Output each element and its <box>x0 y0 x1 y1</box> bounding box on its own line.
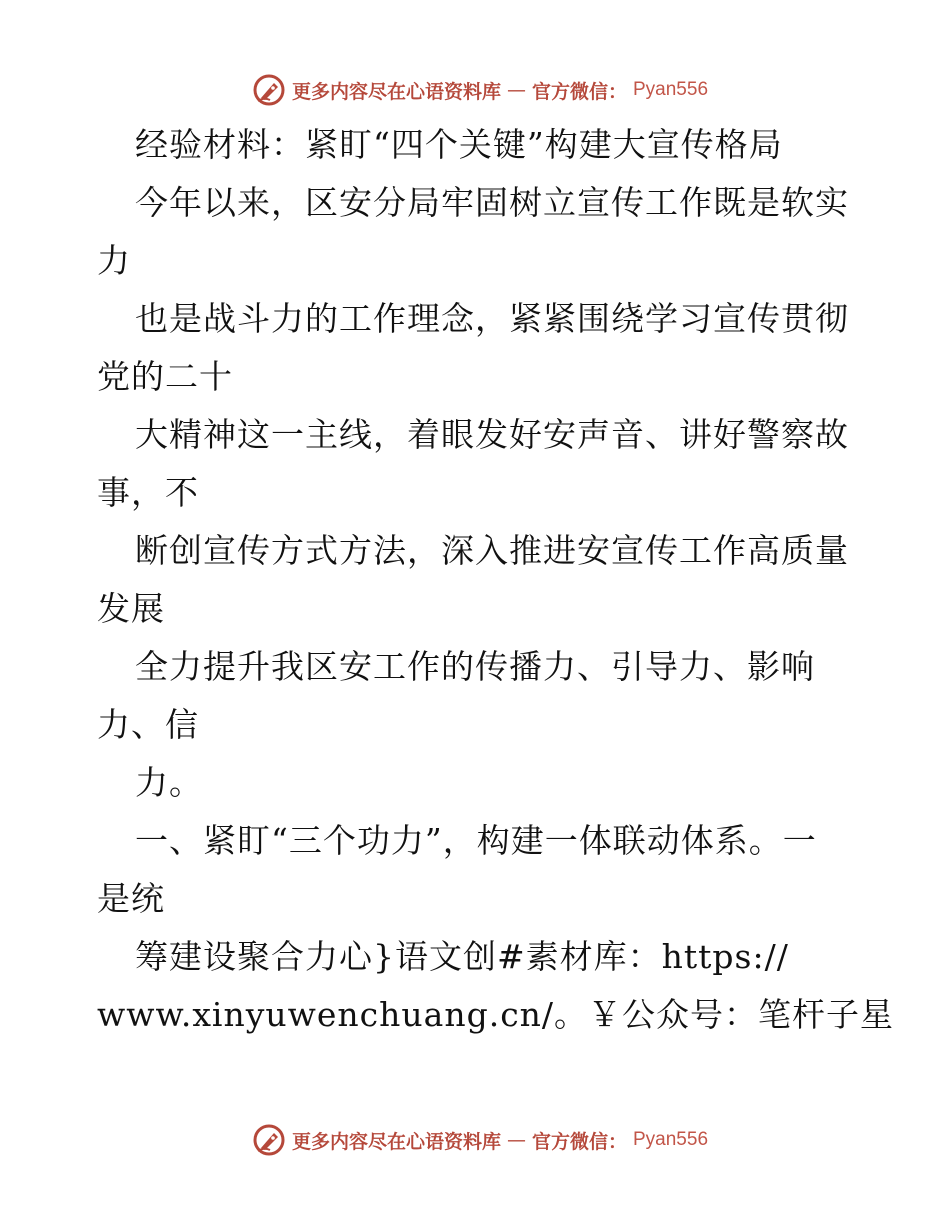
paragraph-line: 大精神这一主线，着眼发好安声音、讲好警察故 <box>135 415 849 454</box>
paragraph-line: 筹建设聚合力心}语文创#素材库：https:// <box>135 937 789 976</box>
paragraph-line: www.xinyuwenchuang.cn/。￥公众号：笔杆子星 <box>97 995 895 1034</box>
pen-nib-circle-icon <box>252 1123 286 1157</box>
header-banner <box>0 70 950 110</box>
paragraph-line: 力、信 <box>97 705 199 744</box>
banner-content <box>252 1123 708 1157</box>
paragraph-line: 党的二十 <box>97 357 233 396</box>
banner-dash: — <box>506 1129 526 1151</box>
section-heading-line: 一、紧盯“三个功力”，构建一体联动体系。一 <box>135 821 817 860</box>
paragraph-line: 也是战斗力的工作理念，紧紧围绕学习宣传贯彻 <box>135 299 849 338</box>
banner-wechat-id: Pyan556 <box>633 1129 709 1150</box>
paragraph-line: 断创宣传方式方法，深入推进安宣传工作高质量 <box>135 531 849 570</box>
paragraph-line: 全力提升我区安工作的传播力、引导力、影响 <box>135 647 815 686</box>
paragraph-line: 力 <box>97 241 131 280</box>
pen-nib-circle-icon <box>252 73 286 107</box>
paragraph-line: 是统 <box>97 879 165 918</box>
document-body <box>97 116 895 1044</box>
paragraph-line: 发展 <box>97 589 165 628</box>
paragraph-line: 力。 <box>135 763 203 802</box>
banner-wechat-label: 官方微信： <box>531 1130 627 1153</box>
banner-wechat-label: 官方微信： <box>531 80 627 103</box>
banner-wechat-id: Pyan556 <box>633 79 709 100</box>
banner-dash: — <box>506 79 526 101</box>
footer-banner <box>0 1120 950 1160</box>
banner-content <box>252 73 708 107</box>
paragraph-line: 事，不 <box>97 473 199 512</box>
banner-slogan: 更多内容尽在心语资料库 <box>291 80 501 103</box>
paragraph-line: 今年以来，区安分局牢固树立宣传工作既是软实 <box>135 183 849 222</box>
banner-slogan: 更多内容尽在心语资料库 <box>291 1130 501 1153</box>
document-title: 经验材料：紧盯“四个关键”构建大宣传格局 <box>135 125 783 164</box>
